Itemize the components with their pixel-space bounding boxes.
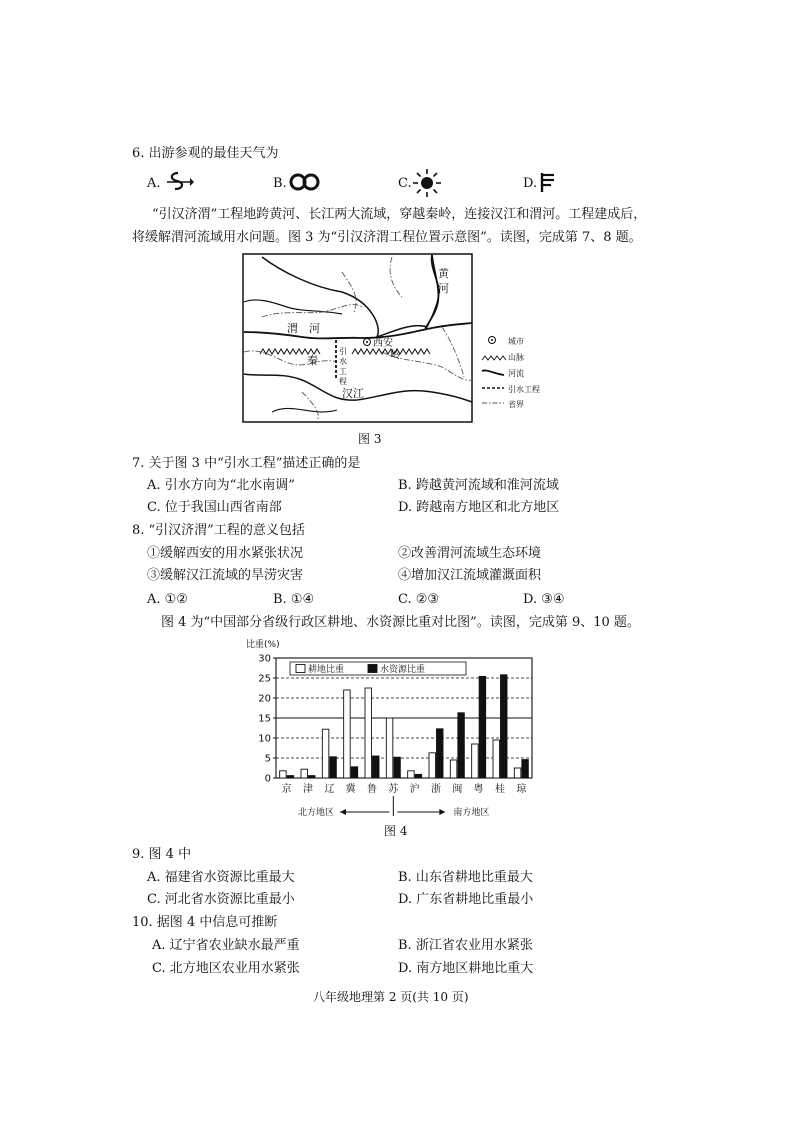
x-tick-label-5: 苏 [388, 784, 399, 795]
y-tick-label-30: 30 [258, 653, 271, 665]
bar-water-3 [351, 767, 358, 778]
bar-water-11 [522, 760, 529, 778]
bar-chart-figure-4 [240, 634, 560, 820]
label-huanghe-2: 河 [438, 282, 449, 295]
map-figure-3 [242, 252, 562, 424]
q7-option-b: B. 跨越黄河流域和淮河流域 [398, 478, 559, 493]
label-hanjiang: 汉江 [342, 387, 364, 400]
bar-arable-9 [472, 744, 479, 778]
label-xian: 西安 [373, 338, 393, 349]
bar-arable-5 [386, 718, 393, 778]
intro-paragraph-line1: “引汉济渭”工程地跨黄河、长江两大流域，穿越秦岭，连接汉江和渭河。工程建成后， [152, 207, 647, 222]
label-yinshui-4: 程 [339, 377, 347, 386]
q7-option-a: A. 引水方向为“北水南调” [147, 478, 295, 493]
q10-option-c: C. 北方地区农业用水紧张 [152, 961, 300, 976]
x-tick-label-8: 闽 [452, 784, 463, 795]
y-tick-label-20: 20 [258, 693, 271, 705]
haze-icon [288, 172, 322, 192]
label-qin: 秦 [307, 354, 318, 367]
legend-water-swatch [368, 665, 377, 673]
legend-boundary: 省界 [508, 400, 524, 409]
bar-arable-1 [301, 769, 308, 778]
q10-stem: 10. 据图 4 中信息可推断 [132, 915, 278, 930]
bar-water-4 [373, 756, 380, 778]
bar-water-1 [309, 776, 316, 778]
x-tick-label-9: 粤 [473, 784, 484, 795]
bar-arable-11 [514, 768, 521, 778]
sunny-icon [413, 169, 441, 197]
q8-stem: 8. “引汉济渭”工程的意义包括 [132, 523, 305, 538]
y-tick-label-25: 25 [258, 673, 271, 685]
bar-water-0 [287, 776, 294, 778]
bar-water-5 [394, 757, 401, 778]
q8-option-a: A. ①② [147, 592, 188, 607]
x-tick-label-2: 辽 [324, 784, 335, 795]
label-yinshui-3: 工 [339, 367, 347, 376]
y-tick-label-10: 10 [258, 733, 271, 745]
bar-arable-2 [322, 729, 329, 778]
legend-arable-label: 耕地比重 [308, 665, 345, 675]
x-tick-label-10: 桂 [495, 784, 505, 795]
q7-stem: 7. 关于图 3 中“引水工程”描述正确的是 [132, 456, 361, 471]
bar-arable-7 [429, 753, 436, 778]
x-tick-label-4: 鲁 [367, 784, 377, 795]
q7-option-d: D. 跨越南方地区和北方地区 [398, 500, 560, 515]
y-tick-label-15: 15 [258, 713, 271, 725]
label-yinshui-1: 引 [339, 347, 347, 356]
bar-arable-6 [408, 771, 415, 778]
intro-paragraph-line2: 将缓解渭河流域用水问题。图 3 为“引汉济渭工程位置示意图”。读图，完成第 7、8 题。 [132, 230, 642, 245]
bar-water-8 [458, 713, 465, 778]
q8-item-4: ④增加汉江流域灌溉面积 [398, 568, 542, 583]
bar-arable-0 [280, 771, 287, 778]
region-north-label: 北方地区 [297, 808, 335, 818]
bar-arable-8 [450, 760, 457, 778]
north-arrow-head [340, 809, 346, 815]
page-footer: 八年级地理第 2 页(共 10 页) [313, 990, 469, 1004]
wind-flag-icon [539, 171, 559, 193]
q6-option-c-label: C. [398, 176, 412, 191]
figure-3-caption: 图 3 [358, 432, 382, 446]
y-axis-label: 比重(%) [246, 640, 280, 650]
label-huanghe-1: 黄 [438, 267, 449, 280]
q8-item-1: ①缓解西安的用水紧张状况 [147, 546, 304, 561]
legend-arable-swatch [296, 665, 305, 673]
x-tick-label-3: 冀 [345, 784, 356, 795]
legend-river-icon [482, 370, 504, 375]
intro-figure-4: 图 4 为“中国部分省级行政区耕地、水资源比重对比图”。读图，完成第 9、10 题。 [161, 615, 640, 630]
q8-option-d: D. ③④ [523, 592, 565, 607]
q8-item-3: ③缓解汉江流域的旱涝灾害 [147, 568, 304, 583]
legend-diversion: 引水工程 [508, 385, 540, 394]
x-tick-label-7: 浙 [431, 784, 441, 795]
q10-option-d: D. 南方地区耕地比重大 [398, 961, 534, 976]
bar-arable-4 [365, 688, 372, 778]
bar-water-10 [501, 675, 508, 778]
bar-water-9 [479, 676, 486, 778]
x-tick-label-1: 津 [303, 784, 313, 795]
bar-water-2 [330, 757, 337, 778]
q9-option-b: B. 山东省耕地比重最大 [398, 870, 533, 885]
bar-arable-3 [344, 690, 351, 778]
q6-option-a-label: A. [147, 176, 161, 191]
q10-option-a: A. 辽宁省农业缺水最严重 [152, 938, 300, 953]
legend-mountain: 山脉 [508, 353, 524, 362]
label-weihe: 渭 河 [287, 322, 320, 335]
q8-option-c: C. ②③ [398, 592, 440, 607]
legend-water-label: 水资源比重 [380, 665, 426, 675]
region-south-label: 南方地区 [453, 808, 490, 818]
legend-city: 城市 [508, 337, 524, 346]
q9-option-d: D. 广东省耕地比重最小 [398, 892, 534, 907]
q7-option-c: C. 位于我国山西省南部 [147, 500, 282, 515]
y-tick-label-5: 5 [264, 753, 271, 765]
map-legend [482, 336, 540, 409]
label-yinshui-2: 水 [339, 357, 347, 366]
q6-option-d-label: D. [523, 176, 538, 191]
label-ling: 岭 [390, 348, 401, 361]
x-tick-label-11: 琼 [516, 784, 527, 795]
bar-arable-10 [493, 740, 500, 778]
q6-stem: 6. 出游参观的最佳天气为 [132, 146, 279, 161]
x-tick-label-0: 京 [281, 784, 292, 795]
q8-option-b: B. ①④ [273, 592, 315, 607]
sandstorm-icon [164, 170, 194, 194]
q8-item-2: ②改善渭河流域生态环境 [398, 546, 542, 561]
q10-option-b: B. 浙江省农业用水紧张 [398, 938, 533, 953]
y-tick-label-0: 0 [264, 773, 271, 785]
q9-option-c: C. 河北省水资源比重最小 [147, 892, 295, 907]
legend-river: 河流 [508, 369, 524, 378]
bar-water-6 [415, 774, 422, 778]
q6-option-b-label: B. [273, 176, 287, 191]
x-tick-label-6: 沪 [409, 784, 420, 795]
south-arrow-head [439, 809, 445, 815]
figure-4-caption: 图 4 [384, 824, 408, 838]
q9-stem: 9. 图 4 中 [132, 847, 192, 862]
legend-mountain-icon [482, 356, 506, 360]
bar-water-7 [437, 729, 444, 778]
q9-option-a: A. 福建省水资源比重最大 [147, 870, 295, 885]
